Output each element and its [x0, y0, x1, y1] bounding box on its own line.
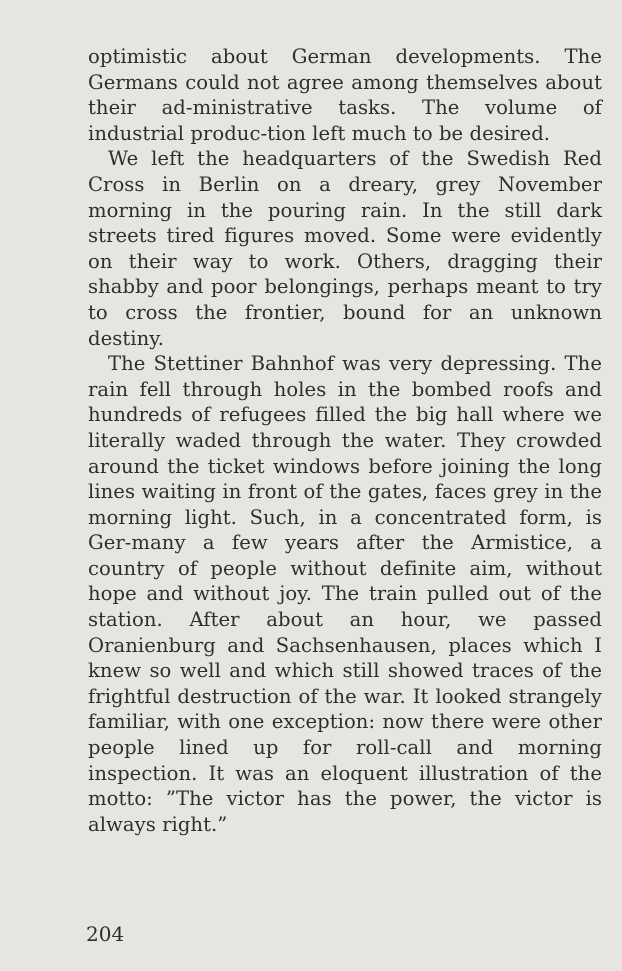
paragraph-1: optimistic about German developments. The Germans could not agree among themselves about their ad-ministrative tasks. The volume of industrial produc-tion left much to be desired.: [88, 45, 602, 145]
paragraph-3: The Stettiner Bahnhof was very depressing. The rain fell through holes in the bombed roofs and hundreds of refugees filled the big hall where we literally waded through the water. They crowded around the ticket windows before joining the long lines waiting in front of the gates, faces grey in the morning light. Such, in a concentrated form, is Ger-many a few years after the Armistice, a country of people without definite aim, without hope and without joy. The train pulled out of the station. After about an hour, we passed Oranienburg and Sachsenhausen, places which I knew so well and which still showed traces of the frightful destruction of the war. It looked strangely familiar, with one exception: now there were other people lined up for roll-call and morning inspection. It was an eloquent illustration of the motto: ”The victor has the power, the victor is always right.”: [88, 352, 602, 836]
body-text: [88, 44, 602, 837]
paragraph-2: We left the headquarters of the Swedish Red Cross in Berlin on a dreary, grey November morning in the pouring rain. In the still dark streets tired figures moved. Some were evidently on their way to work. Others, dragging their shabby and poor belongings, perhaps meant to try to cross the frontier, bound for an unknown destiny.: [88, 147, 602, 350]
page-number: 204: [86, 922, 125, 946]
